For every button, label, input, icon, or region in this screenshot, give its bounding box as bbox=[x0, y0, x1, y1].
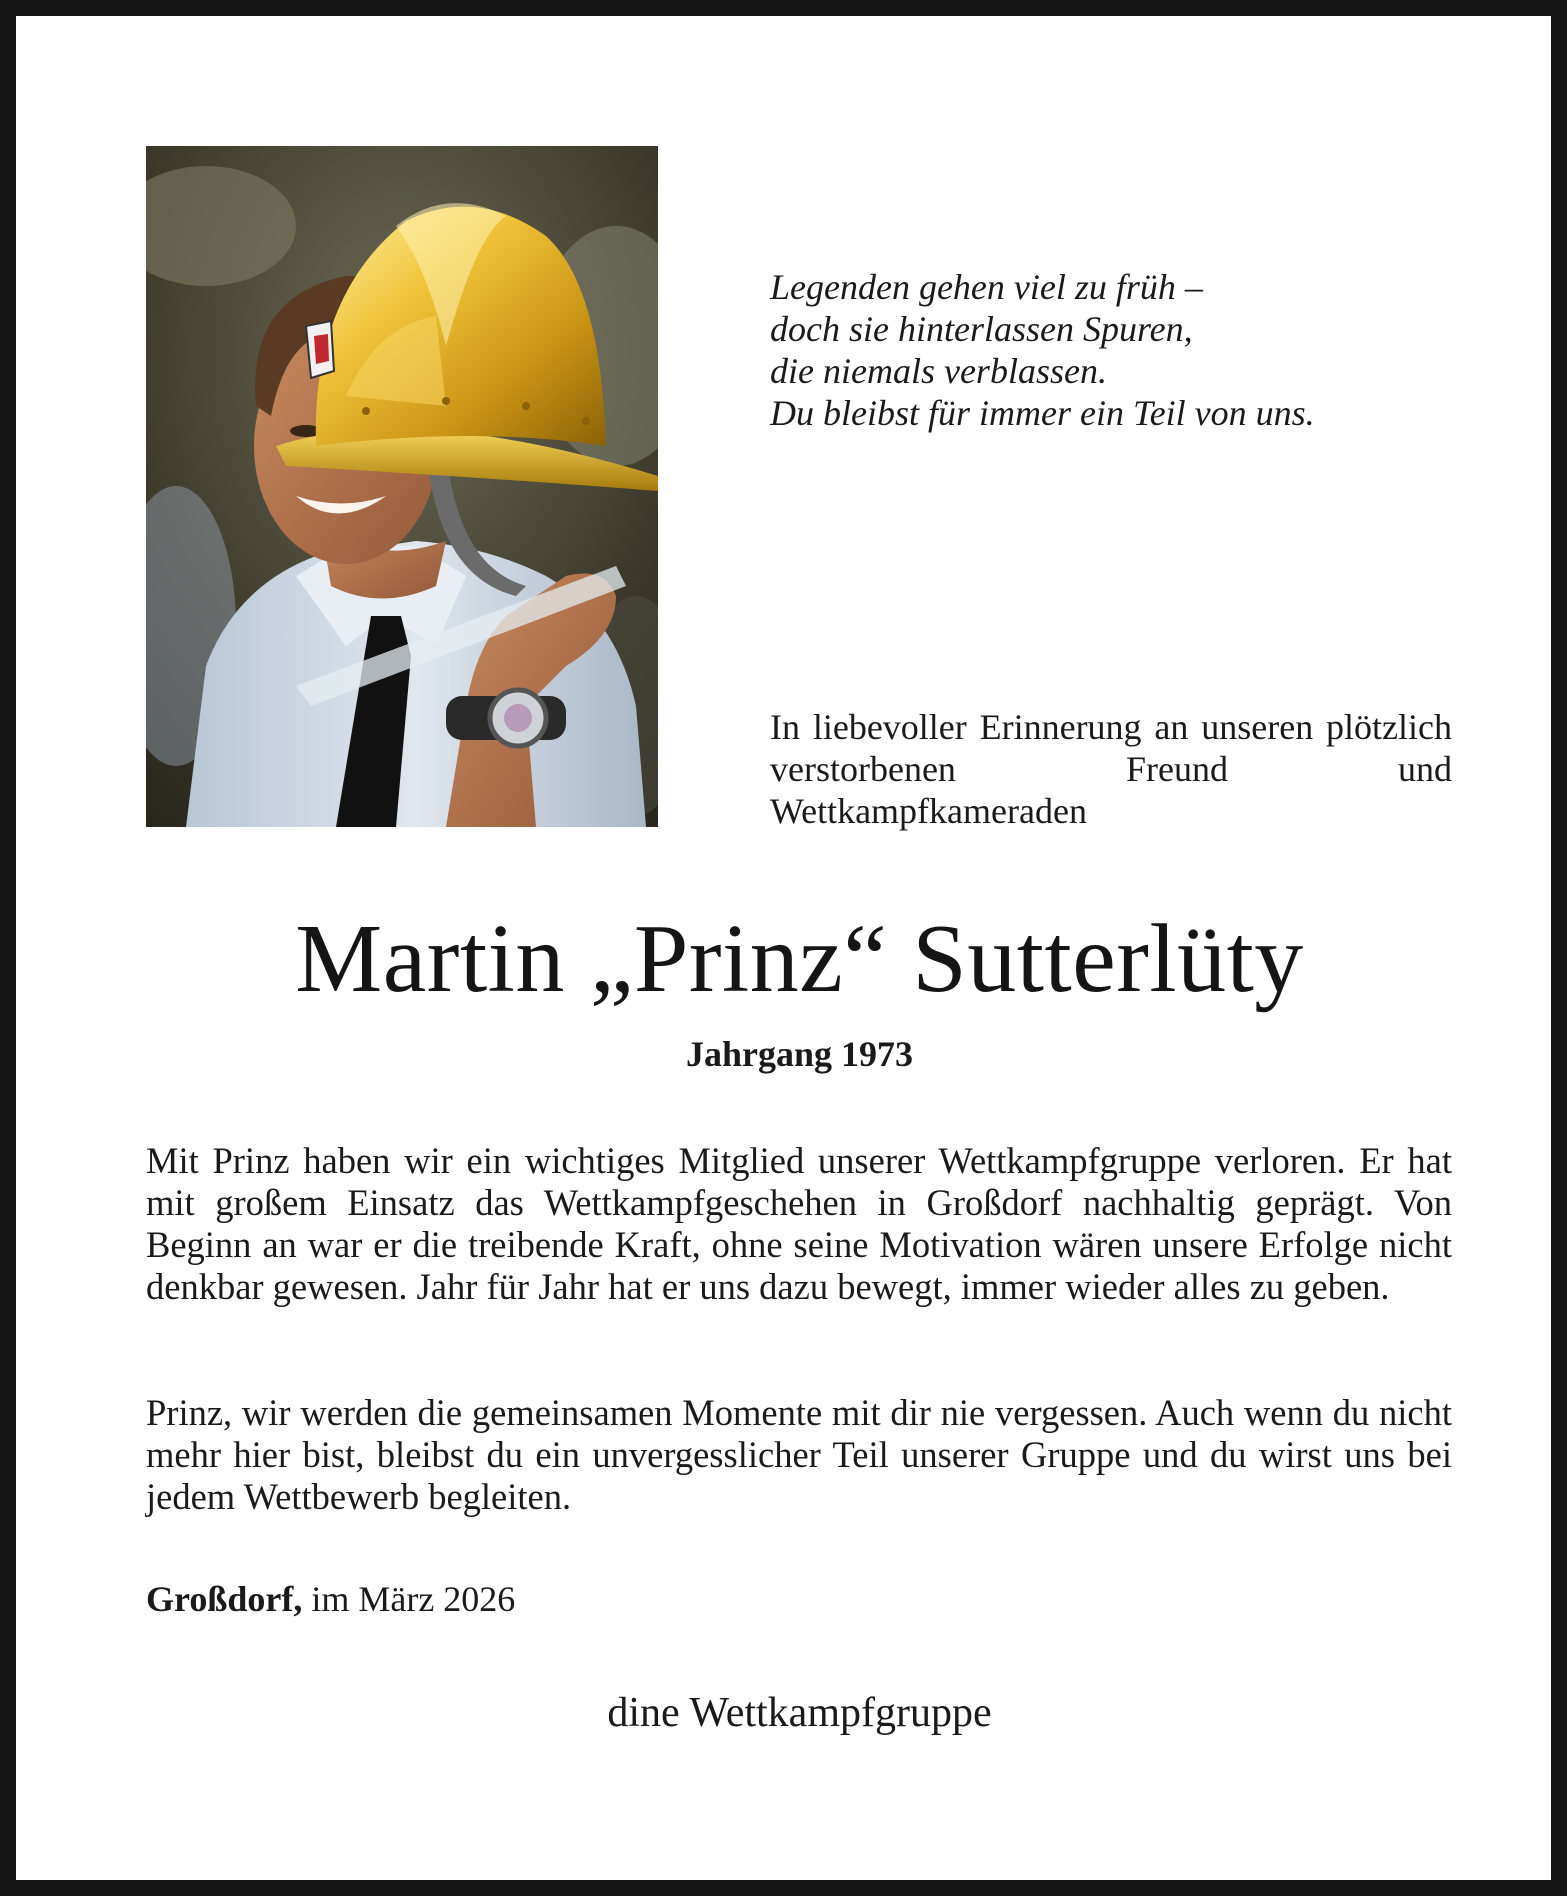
memorial-poem bbox=[770, 266, 1470, 434]
memory-dedication: In liebevoller Erinnerung an unseren plötzlich verstorbenen Freund und Wettkampfkameraden bbox=[770, 707, 1452, 831]
place-town: Großdorf, bbox=[146, 1579, 303, 1619]
signature: dine Wettkampfgruppe bbox=[607, 1690, 992, 1736]
poem-line: Legenden gehen viel zu früh – bbox=[770, 267, 1203, 307]
poem-line: Du bleibst für immer ein Teil von uns. bbox=[770, 393, 1315, 433]
tribute-paragraph: Mit Prinz haben wir ein wichtiges Mitglied unserer Wettkampfgruppe verloren. Er hat mit großem Einsatz das Wettkampfgeschehen in Großdorf nachhaltig geprägt. Von Beginn an war er die treibende Kraft, ohne seine Motivation wären unsere Erfolge nicht denkbar gewesen. Jahr für Jahr hat er uns dazu bewegt, immer wieder alles zu geben. bbox=[146, 1140, 1452, 1307]
place-date bbox=[146, 1578, 515, 1620]
portrait-photo bbox=[146, 146, 658, 827]
poem-line: doch sie hinterlassen Spuren, bbox=[770, 309, 1193, 349]
tribute-paragraph: Prinz, wir werden die gemeinsamen Momente mit dir nie vergessen. Auch wenn du nicht mehr hier bist, bleibst du ein unvergesslicher Teil unserer Gruppe und du wirst uns bei jedem Wettbewerb begleiten. bbox=[146, 1392, 1452, 1517]
date-text: im März 2026 bbox=[302, 1579, 516, 1619]
poem-line: die niemals verblassen. bbox=[770, 351, 1107, 391]
deceased-name: Martin „Prinz“ Sutterlüty bbox=[295, 905, 1304, 1013]
birth-year: Jahrgang 1973 bbox=[685, 1034, 914, 1074]
